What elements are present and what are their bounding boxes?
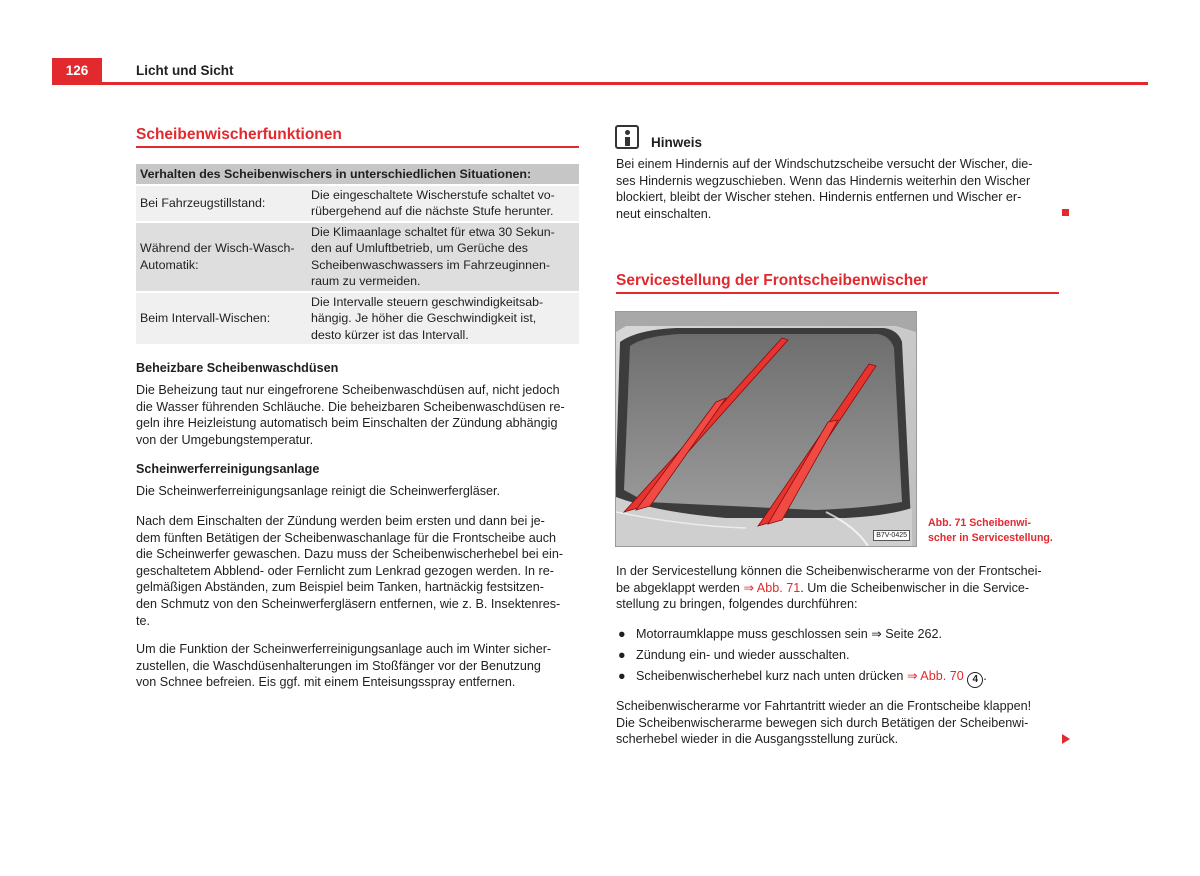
note-title: Hinweis — [651, 135, 703, 150]
table-row — [136, 292, 579, 345]
section-title-service-position: Servicestellung der Frontscheibenwischer — [616, 272, 928, 289]
paragraph-headlight-cleaning: Nach dem Einschalten der Zündung werden beim ersten und dann bei je- dem fünften Betätigen der Scheibenwaschanlage für die Frontscheibe auch die Scheinwerfer gewaschen. Dazu muss der Scheibenwischerhebel bei ein- geschaltetem Abblend- oder Fernlicht zum Lenkrad gezogen werden. In re- gelmäßigen Abständen, zum Beispiel beim Tanken, hartnäckig festsitzen- den Schmutz von den Scheinwerfergläsern entfernen, wie z. B. Insektenres- te. — [136, 514, 564, 628]
list-item: ● Scheibenwischerhebel kurz nach unten drücken ⇒ Abb. 70 4 . — [616, 668, 1056, 689]
callout-number-badge: 4 — [967, 672, 983, 688]
section-title-wiper-functions: Scheibenwischerfunktionen — [136, 126, 342, 143]
paragraph-heated-nozzles: Die Beheizung taut nur eingefrorene Scheibenwaschdüsen auf, nicht jedoch die Wasser führenden Schläuche. Die beheizbaren Scheibenwaschdüsen re- geln ihre Heizleistung automatisch beim Einschalten der Zündung abhängig von der Umgebungstemperatur. — [136, 383, 565, 447]
link-fig-70[interactable]: ⇒ Abb. 70 — [906, 669, 964, 683]
chapter-title: Licht und Sicht — [136, 63, 234, 78]
link-fig-71[interactable]: ⇒ Abb. 71 — [743, 580, 801, 595]
note-text: Bei einem Hindernis auf der Windschutzscheibe versucht der Wischer, die- ses Hindernis wegzuschieben. Wenn das Hindernis weiterhin den Wischer blockiert, bleibt der Wischer stehen. Hindernis entfernen und Wischer er- neut einschalten. — [616, 157, 1033, 221]
table-cell-situation: Bei Fahrzeugstillstand: — [136, 185, 307, 222]
continue-arrow-icon — [1062, 734, 1070, 744]
table-cell-behavior: Die Intervalle steuern geschwindigkeitsab- hängig. Je höher die Geschwindigkeit ist, desto kürzer ist das Intervall. — [307, 292, 579, 345]
table-row — [136, 222, 579, 292]
header-rule — [52, 82, 1148, 85]
windshield-illustration — [616, 312, 916, 546]
info-icon — [615, 125, 639, 149]
subheading-heated-nozzles: Beheizbare Scheibenwaschdüsen — [136, 361, 339, 375]
table-cell-behavior: Die eingeschaltete Wischerstufe schaltet vo- rübergehend auf die nächste Stufe herunter. — [307, 185, 579, 222]
table-row — [136, 185, 579, 222]
table-cell-situation: Während der Wisch-Wasch- Automatik: — [136, 222, 307, 292]
page-number: 126 — [65, 63, 89, 78]
table-cell-situation: Beim Intervall-Wischen: — [136, 292, 307, 345]
list-item: ● Motorraumklappe muss geschlossen sein ⇒ Seite 262. — [618, 627, 942, 641]
figure-wipers-service-position — [615, 311, 917, 547]
end-of-section-marker — [1062, 209, 1069, 216]
service-steps-list — [616, 626, 1056, 689]
link-page-262[interactable]: ⇒ Seite 262 — [871, 627, 939, 641]
table-header: Verhalten des Scheibenwischers in unterschiedlichen Situationen: — [136, 164, 579, 185]
subheading-headlight-cleaning: Scheinwerferreinigungsanlage — [136, 462, 320, 476]
paragraph-closing: Scheibenwischerarme vor Fahrtantritt wieder an die Frontscheibe klappen! Die Scheibenwischerarme bewegen sich durch Betätigen der Scheibenwi- scherhebel wieder in die Ausgangsstellung zurück. — [616, 699, 1032, 747]
wiper-behavior-table — [136, 164, 579, 344]
paragraph-headlight-winter: Um die Funktion der Scheinwerferreinigungsanlage auch im Winter sicher- zustellen, die Waschdüsenhalterungen im Stoßfänger vor der Benutzung von Schnee befreien. Eis ggf. mit einem Enteisungsspray entfernen. — [136, 642, 552, 690]
figure-caption: Abb. 71 Scheibenwi- scher in Servicestellung. — [928, 517, 1053, 544]
table-cell-behavior: Die Klimaanlage schaltet für etwa 30 Sekun- den auf Umluftbetrieb, um Gerüche des Scheibenwaschwassers im Fahrzeuginnen- raum zu vermeiden. — [307, 222, 579, 292]
section-rule — [136, 146, 579, 148]
paragraph-headlight-intro: Die Scheinwerferreinigungsanlage reinigt die Scheinwerfergläser. — [136, 484, 501, 498]
paragraph-service-intro: In der Servicestellung können die Scheibenwischerarme von der Frontschei- be abgeklappt werden ⇒ Abb. 71. Um die Scheibenwischer in die Service- stellung zu bringen, folgendes durchführen: — [616, 564, 1042, 612]
list-item: ● Zündung ein- und wieder ausschalten. — [618, 648, 850, 662]
section-rule — [616, 292, 1059, 294]
figure-code: B7V-0425 — [873, 530, 910, 541]
